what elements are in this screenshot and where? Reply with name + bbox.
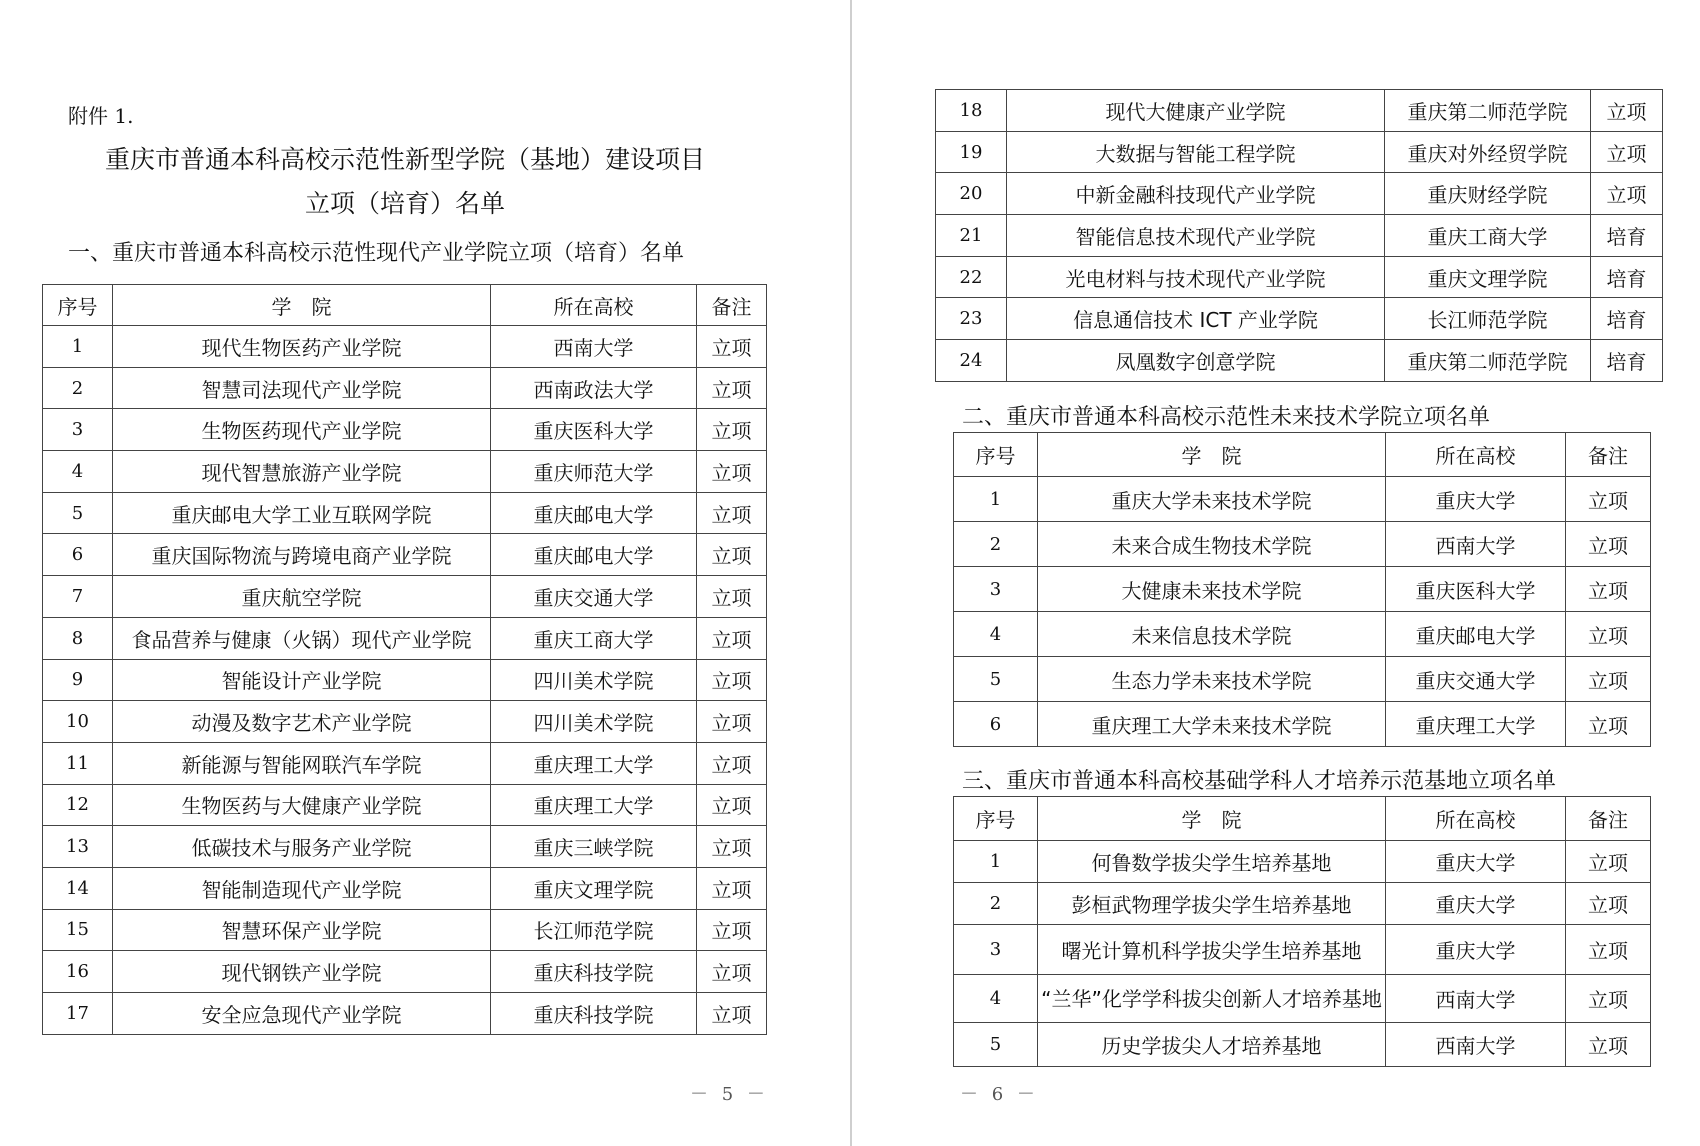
- cell-note: 立项: [697, 326, 767, 368]
- table-row: [954, 841, 1651, 883]
- cell-school: 重庆邮电大学: [1386, 612, 1566, 657]
- table-row: [43, 534, 767, 576]
- cell-college: 凤凰数字创意学院: [1007, 340, 1385, 382]
- document-title-line2: 立项（培育）名单: [304, 189, 505, 218]
- cell-school: 重庆医科大学: [491, 409, 697, 451]
- basic-discipline-base-table: [953, 796, 1651, 1067]
- cell-school: 重庆对外经贸学院: [1385, 131, 1591, 173]
- cell-note: 立项: [697, 576, 767, 618]
- table-row: [936, 298, 1663, 340]
- table-row: [43, 909, 767, 951]
- cell-note: 培育: [1591, 298, 1663, 340]
- cell-note: 立项: [697, 659, 767, 701]
- cell-college: 重庆国际物流与跨境电商产业学院: [113, 534, 491, 576]
- cell-note: 立项: [1566, 1023, 1651, 1067]
- table-row: [43, 326, 767, 368]
- page-number: － 5 －: [690, 1084, 769, 1105]
- cell-school: 重庆工商大学: [1385, 215, 1591, 257]
- cell-no: 1: [954, 841, 1038, 883]
- cell-no: 7: [43, 576, 113, 618]
- table-row: [936, 90, 1663, 132]
- column-header: 备注: [1566, 797, 1651, 841]
- table-row: [954, 522, 1651, 567]
- attachment-label: 附件 1.: [68, 104, 134, 128]
- table-row: [43, 701, 767, 743]
- cell-school: 西南大学: [491, 326, 697, 368]
- table-row: [936, 131, 1663, 173]
- cell-school: 重庆邮电大学: [491, 492, 697, 534]
- table-row: [43, 784, 767, 826]
- cell-college: “兰华”化学学科拔尖创新人才培养基地: [1038, 975, 1386, 1023]
- cell-college: 重庆航空学院: [113, 576, 491, 618]
- cell-college: 大健康未来技术学院: [1038, 567, 1386, 612]
- cell-college: 智能制造现代产业学院: [113, 867, 491, 909]
- table-row: [43, 451, 767, 493]
- industry-college-table-continued: [935, 89, 1663, 382]
- section2-heading: 二、重庆市普通本科高校示范性未来技术学院立项名单: [962, 405, 1491, 430]
- column-header: 备注: [1566, 433, 1651, 477]
- cell-college: 现代大健康产业学院: [1007, 90, 1385, 132]
- table-header-row: [954, 433, 1651, 477]
- cell-no: 5: [954, 1023, 1038, 1067]
- table-row: [43, 993, 767, 1035]
- cell-no: 2: [43, 367, 113, 409]
- cell-school: 重庆理工大学: [491, 742, 697, 784]
- cell-note: 立项: [1566, 477, 1651, 522]
- cell-no: 4: [43, 451, 113, 493]
- cell-school: 四川美术学院: [491, 659, 697, 701]
- cell-no: 21: [936, 215, 1007, 257]
- cell-note: 立项: [1591, 90, 1663, 132]
- cell-no: 12: [43, 784, 113, 826]
- cell-note: 立项: [697, 993, 767, 1035]
- cell-school: 重庆第二师范学院: [1385, 340, 1591, 382]
- cell-college: 未来合成生物技术学院: [1038, 522, 1386, 567]
- cell-school: 重庆工商大学: [491, 617, 697, 659]
- cell-no: 3: [954, 567, 1038, 612]
- cell-no: 5: [43, 492, 113, 534]
- cell-school: 重庆大学: [1386, 883, 1566, 925]
- cell-college: 中新金融科技现代产业学院: [1007, 173, 1385, 215]
- cell-note: 立项: [1566, 883, 1651, 925]
- cell-no: 16: [43, 951, 113, 993]
- cell-college: 生物医药与大健康产业学院: [113, 784, 491, 826]
- cell-note: 立项: [1566, 612, 1651, 657]
- cell-note: 立项: [1591, 173, 1663, 215]
- table-row: [43, 951, 767, 993]
- cell-college: 生态力学未来技术学院: [1038, 657, 1386, 702]
- cell-college: 智慧司法现代产业学院: [113, 367, 491, 409]
- column-header: 序号: [954, 797, 1038, 841]
- cell-no: 5: [954, 657, 1038, 702]
- cell-college: 信息通信技术 ICT 产业学院: [1007, 298, 1385, 340]
- table-row: [43, 742, 767, 784]
- cell-college: 现代钢铁产业学院: [113, 951, 491, 993]
- cell-school: 重庆师范大学: [491, 451, 697, 493]
- cell-no: 2: [954, 883, 1038, 925]
- column-header: 所在高校: [1386, 797, 1566, 841]
- cell-school: 重庆科技学院: [491, 993, 697, 1035]
- cell-no: 23: [936, 298, 1007, 340]
- cell-school: 重庆科技学院: [491, 951, 697, 993]
- cell-college: 现代生物医药产业学院: [113, 326, 491, 368]
- table-row: [954, 883, 1651, 925]
- industry-college-table: [42, 284, 767, 1035]
- cell-note: 立项: [697, 909, 767, 951]
- cell-college: 现代智慧旅游产业学院: [113, 451, 491, 493]
- cell-college: 历史学拔尖人才培养基地: [1038, 1023, 1386, 1067]
- cell-note: 立项: [1566, 657, 1651, 702]
- column-header: 所在高校: [1386, 433, 1566, 477]
- cell-note: 立项: [1591, 131, 1663, 173]
- column-header: 备注: [697, 285, 767, 326]
- cell-college: 重庆理工大学未来技术学院: [1038, 702, 1386, 747]
- cell-college: 安全应急现代产业学院: [113, 993, 491, 1035]
- column-header: 所在高校: [491, 285, 697, 326]
- cell-school: 重庆文理学院: [1385, 256, 1591, 298]
- cell-school: 长江师范学院: [491, 909, 697, 951]
- cell-college: 曙光计算机科学拔尖学生培养基地: [1038, 925, 1386, 975]
- cell-school: 长江师范学院: [1385, 298, 1591, 340]
- cell-note: 立项: [1566, 925, 1651, 975]
- cell-no: 20: [936, 173, 1007, 215]
- cell-college: 智能设计产业学院: [113, 659, 491, 701]
- table-row: [954, 657, 1651, 702]
- cell-school: 西南政法大学: [491, 367, 697, 409]
- table-row: [43, 409, 767, 451]
- cell-no: 3: [954, 925, 1038, 975]
- cell-note: 立项: [1566, 567, 1651, 612]
- column-header: 学 院: [1038, 797, 1386, 841]
- cell-note: 立项: [697, 451, 767, 493]
- table-row: [936, 256, 1663, 298]
- cell-college: 光电材料与技术现代产业学院: [1007, 256, 1385, 298]
- table-header-row: [954, 797, 1651, 841]
- section1-heading: 一、重庆市普通本科高校示范性现代产业学院立项（培育）名单: [68, 241, 685, 266]
- cell-college: 生物医药现代产业学院: [113, 409, 491, 451]
- cell-no: 24: [936, 340, 1007, 382]
- cell-no: 15: [43, 909, 113, 951]
- cell-note: 立项: [697, 784, 767, 826]
- document-title-line1: 重庆市普通本科高校示范性新型学院（基地）建设项目: [104, 145, 705, 174]
- table-row: [43, 617, 767, 659]
- cell-no: 10: [43, 701, 113, 743]
- cell-no: 14: [43, 867, 113, 909]
- future-tech-college-table: [953, 432, 1651, 747]
- cell-note: 培育: [1591, 340, 1663, 382]
- cell-school: 重庆大学: [1386, 841, 1566, 883]
- cell-college: 大数据与智能工程学院: [1007, 131, 1385, 173]
- cell-school: 重庆医科大学: [1386, 567, 1566, 612]
- cell-college: 动漫及数字艺术产业学院: [113, 701, 491, 743]
- cell-college: 未来信息技术学院: [1038, 612, 1386, 657]
- table-row: [954, 925, 1651, 975]
- cell-college: 智慧环保产业学院: [113, 909, 491, 951]
- cell-note: 立项: [697, 742, 767, 784]
- cell-no: 22: [936, 256, 1007, 298]
- cell-college: 智能信息技术现代产业学院: [1007, 215, 1385, 257]
- cell-no: 3: [43, 409, 113, 451]
- table-row: [43, 492, 767, 534]
- cell-no: 4: [954, 975, 1038, 1023]
- cell-college: 低碳技术与服务产业学院: [113, 826, 491, 868]
- cell-note: 培育: [1591, 256, 1663, 298]
- cell-college: 彭桓武物理学拔尖学生培养基地: [1038, 883, 1386, 925]
- page-number: － 6 －: [960, 1084, 1039, 1105]
- table-row: [936, 215, 1663, 257]
- cell-note: 立项: [697, 367, 767, 409]
- cell-college: 新能源与智能网联汽车学院: [113, 742, 491, 784]
- cell-no: 6: [43, 534, 113, 576]
- cell-school: 重庆大学: [1386, 477, 1566, 522]
- cell-no: 1: [954, 477, 1038, 522]
- cell-note: 立项: [697, 617, 767, 659]
- cell-no: 8: [43, 617, 113, 659]
- cell-school: 重庆第二师范学院: [1385, 90, 1591, 132]
- cell-note: 立项: [1566, 841, 1651, 883]
- cell-school: 重庆邮电大学: [491, 534, 697, 576]
- cell-school: 重庆大学: [1386, 925, 1566, 975]
- column-header: 学 院: [1038, 433, 1386, 477]
- column-header: 学 院: [113, 285, 491, 326]
- cell-no: 6: [954, 702, 1038, 747]
- cell-note: 立项: [697, 492, 767, 534]
- cell-school: 重庆交通大学: [491, 576, 697, 618]
- cell-note: 立项: [697, 409, 767, 451]
- cell-school: 西南大学: [1386, 975, 1566, 1023]
- table-row: [43, 826, 767, 868]
- table-row: [954, 477, 1651, 522]
- cell-school: 西南大学: [1386, 1023, 1566, 1067]
- table-row: [954, 702, 1651, 747]
- cell-note: 立项: [1566, 975, 1651, 1023]
- table-row: [43, 659, 767, 701]
- cell-note: 立项: [1566, 522, 1651, 567]
- section3-heading: 三、重庆市普通本科高校基础学科人才培养示范基地立项名单: [962, 769, 1557, 794]
- cell-note: 立项: [697, 867, 767, 909]
- cell-school: 重庆三峡学院: [491, 826, 697, 868]
- cell-college: 重庆邮电大学工业互联网学院: [113, 492, 491, 534]
- table-row: [43, 576, 767, 618]
- cell-no: 2: [954, 522, 1038, 567]
- cell-note: 立项: [697, 534, 767, 576]
- cell-school: 西南大学: [1386, 522, 1566, 567]
- table-row: [954, 1023, 1651, 1067]
- column-header: 序号: [43, 285, 113, 326]
- cell-no: 9: [43, 659, 113, 701]
- cell-school: 重庆交通大学: [1386, 657, 1566, 702]
- cell-no: 11: [43, 742, 113, 784]
- cell-college: 重庆大学未来技术学院: [1038, 477, 1386, 522]
- table-row: [954, 612, 1651, 657]
- table-row: [936, 340, 1663, 382]
- cell-no: 13: [43, 826, 113, 868]
- table-header-row: [43, 285, 767, 326]
- table-row: [43, 867, 767, 909]
- cell-note: 培育: [1591, 215, 1663, 257]
- table-row: [954, 567, 1651, 612]
- cell-no: 19: [936, 131, 1007, 173]
- table-row: [43, 367, 767, 409]
- page-6: [852, 0, 1700, 1146]
- cell-no: 17: [43, 993, 113, 1035]
- cell-note: 立项: [697, 951, 767, 993]
- cell-note: 立项: [1566, 702, 1651, 747]
- cell-school: 重庆理工大学: [491, 784, 697, 826]
- table-row: [954, 975, 1651, 1023]
- table-row: [936, 173, 1663, 215]
- cell-no: 1: [43, 326, 113, 368]
- column-header: 序号: [954, 433, 1038, 477]
- cell-school: 四川美术学院: [491, 701, 697, 743]
- cell-college: 食品营养与健康（火锅）现代产业学院: [113, 617, 491, 659]
- cell-school: 重庆理工大学: [1386, 702, 1566, 747]
- cell-no: 4: [954, 612, 1038, 657]
- cell-school: 重庆财经学院: [1385, 173, 1591, 215]
- cell-no: 18: [936, 90, 1007, 132]
- cell-school: 重庆文理学院: [491, 867, 697, 909]
- cell-note: 立项: [697, 701, 767, 743]
- cell-note: 立项: [697, 826, 767, 868]
- cell-college: 何鲁数学拔尖学生培养基地: [1038, 841, 1386, 883]
